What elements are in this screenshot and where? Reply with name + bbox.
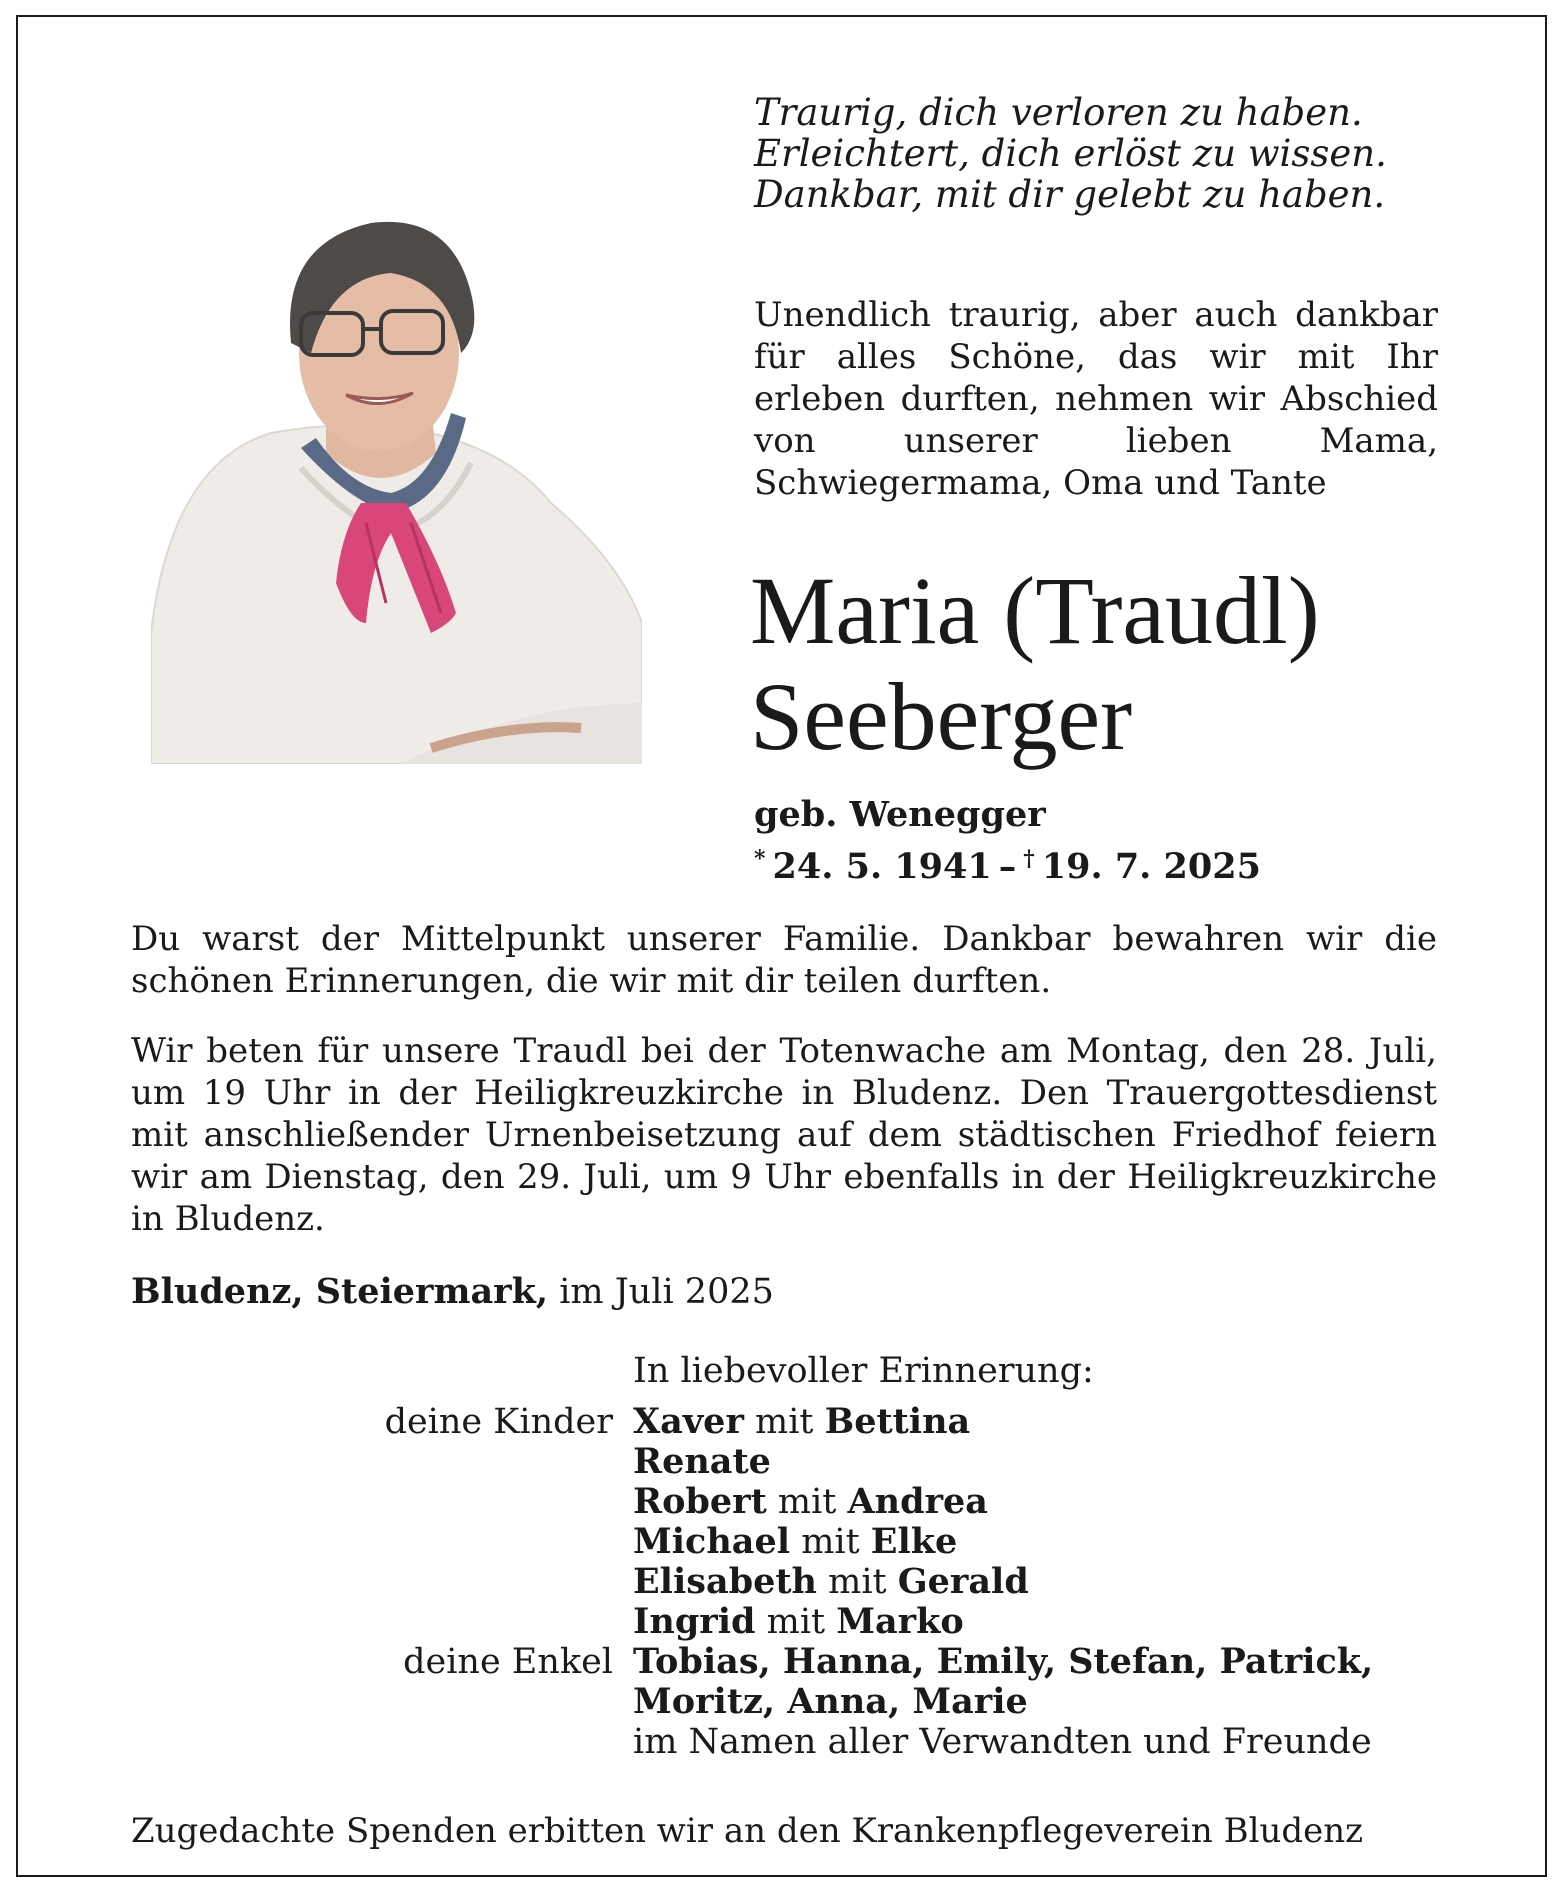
list-item: Elisabeth mit Gerald <box>633 1561 1029 1602</box>
death-symbol: † <box>1023 846 1035 872</box>
children-label: deine Kinder <box>384 1402 613 1442</box>
place-date <box>131 1270 774 1314</box>
mourners-heading: In liebevoller Erinnerung: <box>633 1351 1094 1391</box>
poem-line: Dankbar, mit dir gelebt zu haben. <box>754 173 1386 216</box>
portrait-photo <box>151 203 642 764</box>
life-details <box>754 793 1261 889</box>
donation-note: Zugedachte Spenden erbitten wir an den Krankenpflegeverein Bludenz <box>131 1811 1364 1851</box>
list-item: Xaver mit Bettina <box>633 1401 971 1442</box>
life-dates <box>754 837 1261 889</box>
date-dash: – <box>998 846 1017 887</box>
closing-line: im Namen aller Verwandten und Freunde <box>633 1722 1372 1762</box>
poem-line: Erleichtert, dich erlöst zu wissen. <box>754 132 1387 175</box>
children-list <box>633 1402 1029 1642</box>
paragraph-family: Du warst der Mittelpunkt unserer Familie. Dankbar bewahren wir die schönen Erinnerungen, die wir mit dir teilen durften. <box>131 919 1437 1001</box>
intro-text: Unendlich traurig, aber auch dankbar für alles Schöne, das wir mit Ihr erleben durften, nehmen wir Abschied von unserer lieben Mama, Schwiegermama, Oma und Tante <box>754 295 1438 503</box>
list-item: Ingrid mit Marko <box>633 1601 964 1642</box>
poem-line: Traurig, dich verloren zu haben. <box>754 91 1363 134</box>
grandchildren-label: deine Enkel <box>403 1642 613 1682</box>
name-line-surname: Seeberger <box>750 663 1133 770</box>
date-text: im Juli 2025 <box>559 1272 774 1312</box>
list-item: Renate <box>633 1441 771 1482</box>
maiden-name: geb. Wenegger <box>754 794 1046 835</box>
name-line-first: Maria (Traudl) <box>750 557 1320 664</box>
deceased-name <box>750 558 1320 770</box>
grandchildren-list <box>633 1642 1373 1762</box>
list-item: Robert mit Andrea <box>633 1481 988 1522</box>
place-names: Bludenz, Steiermark, <box>131 1271 549 1312</box>
paragraph-service: Wir beten für unsere Traudl bei der Totenwache am Montag, den 28. Juli, um 19 Uhr in der Heiligkreuzkirche in Bludenz. Den Trauergottesdienst mit anschließender Urnenbeisetzung auf dem städtischen Friedhof feiern wir am Dienstag, den 29. Juli, um 9 Uhr ebenfalls in der Heiligkreuzkirche in Bludenz. <box>131 1031 1437 1239</box>
death-date: 19. 7. 2025 <box>1041 846 1261 887</box>
poem <box>754 92 1454 215</box>
list-item: Michael mit Elke <box>633 1521 958 1562</box>
birth-date: 24. 5. 1941 <box>772 846 992 887</box>
list-item: Tobias, Hanna, Emily, Stefan, Patrick, <box>633 1641 1374 1682</box>
birth-symbol: * <box>754 846 766 872</box>
list-item: Moritz, Anna, Marie <box>633 1681 1028 1722</box>
